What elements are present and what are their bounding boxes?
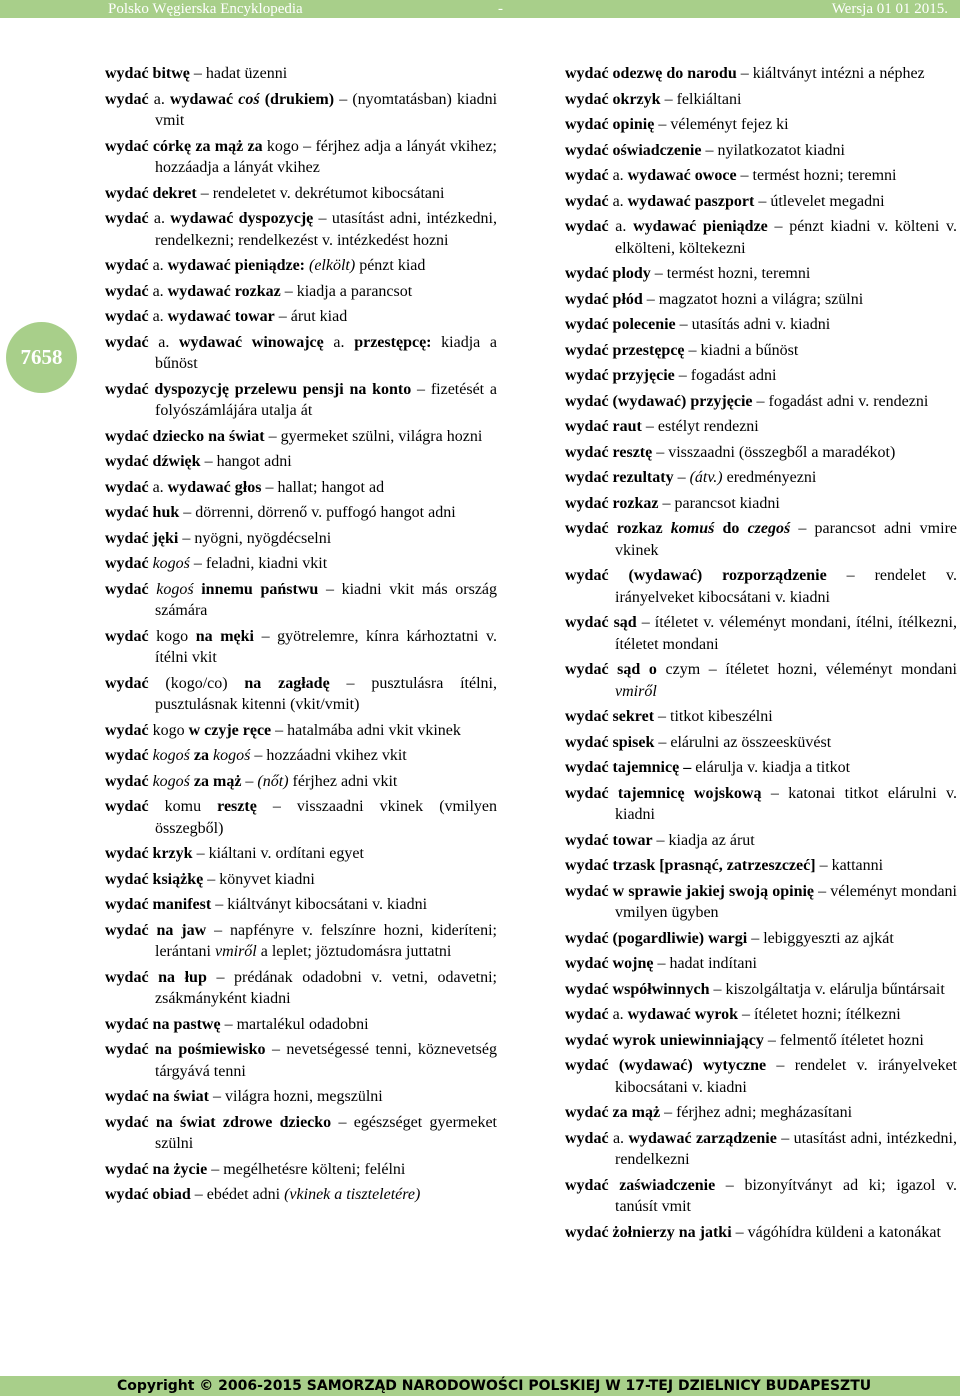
dictionary-entry: wydać a. wydawać zarządzenie – utasítást adni, intézkedni, rendelkezni bbox=[565, 1129, 957, 1168]
dictionary-entry: wydać spisek – elárulni az összeesküvést bbox=[565, 733, 832, 751]
dictionary-entry: wydać na pastwę – martalékul odadobni bbox=[105, 1015, 369, 1033]
dictionary-entry: wydać a. wydawać owoce – termést hozni; teremni bbox=[565, 167, 897, 184]
page-footer bbox=[0, 1376, 960, 1396]
dictionary-entry: wydać jęki – nyögni, nyögdécselni bbox=[105, 529, 332, 547]
dictionary-entry: wydać oświadczenie – nyilatkozatot kiadni bbox=[565, 141, 845, 159]
dictionary-entry: wydać plody – termést hozni, teremni bbox=[565, 265, 811, 282]
dictionary-entry: wydać (pogardliwie) wargi – lebiggyeszti az ajkát bbox=[565, 929, 894, 947]
dictionary-entry: wydać za mąż – férjhez adni; megházasítani bbox=[565, 1104, 853, 1121]
dictionary-entry: wydać książkę – könyvet kiadni bbox=[105, 870, 315, 888]
dictionary-entry: wydać dziecko na świat – gyermeket szülni, világra hozni bbox=[105, 427, 483, 445]
dictionary-entry: wydać dyspozycję przelewu pensji na konto – fizetését a folyószámlájára utalja át bbox=[105, 380, 497, 419]
right-column bbox=[565, 63, 957, 1247]
dictionary-entry: wydać dekret – rendeletet v. dekrétumot kibocsátani bbox=[105, 184, 445, 202]
dictionary-entry: wydać rezultaty – (átv.) eredményezni bbox=[565, 469, 817, 486]
dictionary-entry: wydać okrzyk – felkiáltani bbox=[565, 90, 742, 108]
dictionary-entry: wydać manifest – kiáltványt kibocsátani v. kiadni bbox=[105, 896, 428, 913]
header-separator: - bbox=[498, 1, 503, 17]
dictionary-entry: wydać a. wydawać pieniądze: (elkölt) pénzt kiad bbox=[105, 257, 426, 274]
dictionary-entry: wydać a. wydawać dyspozycję – utasítást adni, intézkedni, rendelkezni; rendelkezést v. intézkedést hozni bbox=[105, 210, 497, 249]
dictionary-entry: wydać a. wydawać paszport – útlevelet megadni bbox=[565, 192, 885, 210]
dictionary-entry: wydać tajemnicę – elárulja v. kiadja a titkot bbox=[565, 759, 851, 776]
dictionary-entry: wydać (kogo/co) na zagładę – pusztulásra ítélni, pusztulásnak kitenni (vkit/vmit) bbox=[105, 674, 497, 713]
dictionary-entry: wydać rozkaz – parancsot kiadni bbox=[565, 494, 780, 512]
dictionary-entry: wydać bitwę – hadat üzenni bbox=[105, 65, 288, 82]
dictionary-entry: wydać w sprawie jakiej swoją opinię – véleményt mondani vmilyen ügyben bbox=[565, 882, 957, 921]
dictionary-entry: wydać przestępcę – kiadni a bűnöst bbox=[565, 341, 799, 359]
dictionary-entry: wydać wyrok uniewinniający – felmentő ítéletet hozni bbox=[565, 1031, 924, 1049]
dictionary-entry: wydać na świat zdrowe dziecko – egészséget gyermeket szülni bbox=[105, 1113, 497, 1152]
dictionary-entry: wydać a. wydawać pieniądze – pénzt kiadni v. költeni v. elkölteni, költekezni bbox=[565, 218, 957, 257]
dictionary-entry: wydać a. wydawać towar – árut kiad bbox=[105, 308, 348, 325]
dictionary-entry: wydać obiad – ebédet adni (vkinek a tiszteletére) bbox=[105, 1186, 421, 1203]
dictionary-entry: wydać opinię – véleményt fejez ki bbox=[565, 116, 789, 133]
page-number-badge: 7658 bbox=[6, 322, 77, 393]
dictionary-entry: wydać zaświadczenie – bizonyítványt ad ki; igazol v. tanúsít vmit bbox=[565, 1176, 958, 1215]
dictionary-entry: wydać a. wydawać coś (drukiem) – (nyomtatásban) kiadni vmit bbox=[105, 90, 498, 129]
dictionary-entry: wydać (wydawać) przyjęcie – fogadást adni v. rendezni bbox=[565, 392, 929, 410]
dictionary-entry: wydać raut – estélyt rendezni bbox=[565, 418, 759, 435]
dictionary-entry: wydać kogoś innemu państwu – kiadni vkit más ország számára bbox=[105, 580, 498, 619]
dictionary-entry: wydać przyjęcie – fogadást adni bbox=[565, 367, 777, 384]
dictionary-entry: wydać na świat – világra hozni, megszülni bbox=[105, 1088, 383, 1105]
dictionary-entry: wydać sąd – ítéletet v. véleményt mondani, ítélni, ítélkezni, ítéletet mondani bbox=[565, 614, 958, 653]
dictionary-entry: wydać a. wydawać wyrok – ítéletet hozni; ítélkezni bbox=[565, 1006, 901, 1023]
dictionary-entry: wydać polecenie – utasítás adni v. kiadni bbox=[565, 316, 831, 333]
dictionary-entry: wydać kogoś – feladni, kiadni vkit bbox=[105, 555, 328, 572]
dictionary-entry: wydać żołnierzy na jatki – vágóhídra küldeni a katonákat bbox=[565, 1223, 941, 1241]
dictionary-entry: wydać córkę za mąż za kogo – férjhez adja a lányát vkihez; hozzáadja a lányát vkihez bbox=[105, 137, 497, 176]
dictionary-entry: wydać kogo na męki – gyötrelemre, kínra kárhoztatni v. ítélni vkit bbox=[105, 627, 498, 666]
dictionary-entry: wydać sąd o czym – ítéletet hozni, véleményt mondani vmiről bbox=[565, 661, 957, 700]
dictionary-entry: wydać (wydawać) rozporządzenie – rendelet v. irányelveket kibocsátani v. kiadni bbox=[565, 567, 957, 606]
dictionary-entry: wydać tajemnicę wojskową – katonai titkot elárulni v. kiadni bbox=[565, 784, 958, 823]
header-title: Polsko Węgierska Encyklopedia bbox=[108, 1, 303, 17]
dictionary-entry: wydać wojnę – hadat indítani bbox=[565, 955, 757, 972]
dictionary-entry: wydać trzask [prasnąć, zatrzeszczeć] – kattanni bbox=[565, 857, 884, 874]
dictionary-entry: wydać a. wydawać rozkaz – kiadja a parancsot bbox=[105, 282, 413, 300]
dictionary-entry: wydać dźwięk – hangot adni bbox=[105, 453, 292, 470]
dictionary-entry: wydać kogoś za mąż – (nőt) férjhez adni vkit bbox=[105, 772, 398, 790]
dictionary-entry: wydać krzyk – kiáltani v. ordítani egyet bbox=[105, 845, 364, 862]
dictionary-entry: wydać współwinnych – kiszolgáltatja v. elárulja bűntársait bbox=[565, 980, 945, 998]
dictionary-entry: wydać na jaw – napfényre v. felszínre hozni, kideríteni; lerántani vmiről a leplet; jöztudomásra juttatni bbox=[105, 921, 497, 960]
footer-copyright: Copyright © 2006-2015 SAMORZĄD NARODOWOŚCI POLSKIEJ W 17-TEJ DZIELNICY BUDAPESZTU bbox=[117, 1378, 872, 1394]
dictionary-entry: wydać a. wydawać głos – hallat; hangot ad bbox=[105, 478, 385, 496]
dictionary-entry: wydać kogo w czyje ręce – hatalmába adni vkit vkinek bbox=[105, 721, 461, 739]
dictionary-entry: wydać komu resztę – visszaadni vkinek (vmilyen összegből) bbox=[105, 798, 497, 837]
dictionary-entry: wydać a. wydawać winowajcę a. przestępcę: kiadja a bűnöst bbox=[105, 333, 498, 372]
dictionary-entry: wydać (wydawać) wytyczne – rendelet v. irányelveket kibocsátani v. kiadni bbox=[565, 1057, 958, 1096]
dictionary-entry: wydać rozkaz komuś do czegoś – parancsot adni vmire vkinek bbox=[565, 520, 957, 559]
dictionary-entry: wydać huk – dörrenni, dörrenő v. puffogó hangot adni bbox=[105, 504, 456, 521]
dictionary-entry: wydać na życie – megélhetésre költeni; felélni bbox=[105, 1160, 406, 1178]
dictionary-entry: wydać resztę – visszaadni (összegből a maradékot) bbox=[565, 443, 896, 461]
dictionary-entry: wydać towar – kiadja az árut bbox=[565, 831, 755, 849]
dictionary-entry: wydać sekret – titkot kibeszélni bbox=[565, 708, 773, 725]
left-column bbox=[105, 63, 497, 1210]
dictionary-entry: wydać na łup – prédának odadobni v. vetni, odavetni; zsákmányként kiadni bbox=[105, 968, 497, 1007]
dictionary-entry: wydać odezwę do narodu – kiáltványt intézni a néphez bbox=[565, 65, 925, 82]
page-header bbox=[0, 0, 960, 18]
dictionary-entry: wydać płód – magzatot hozni a világra; szülni bbox=[565, 290, 864, 308]
dictionary-entry: wydać na pośmiewisko – nevetségessé tenni, köznevetség tárgyává tenni bbox=[105, 1041, 497, 1080]
dictionary-entry: wydać kogoś za kogoś – hozzáadni vkihez vkit bbox=[105, 747, 407, 764]
header-version: Wersja 01 01 2015. bbox=[831, 1, 948, 17]
